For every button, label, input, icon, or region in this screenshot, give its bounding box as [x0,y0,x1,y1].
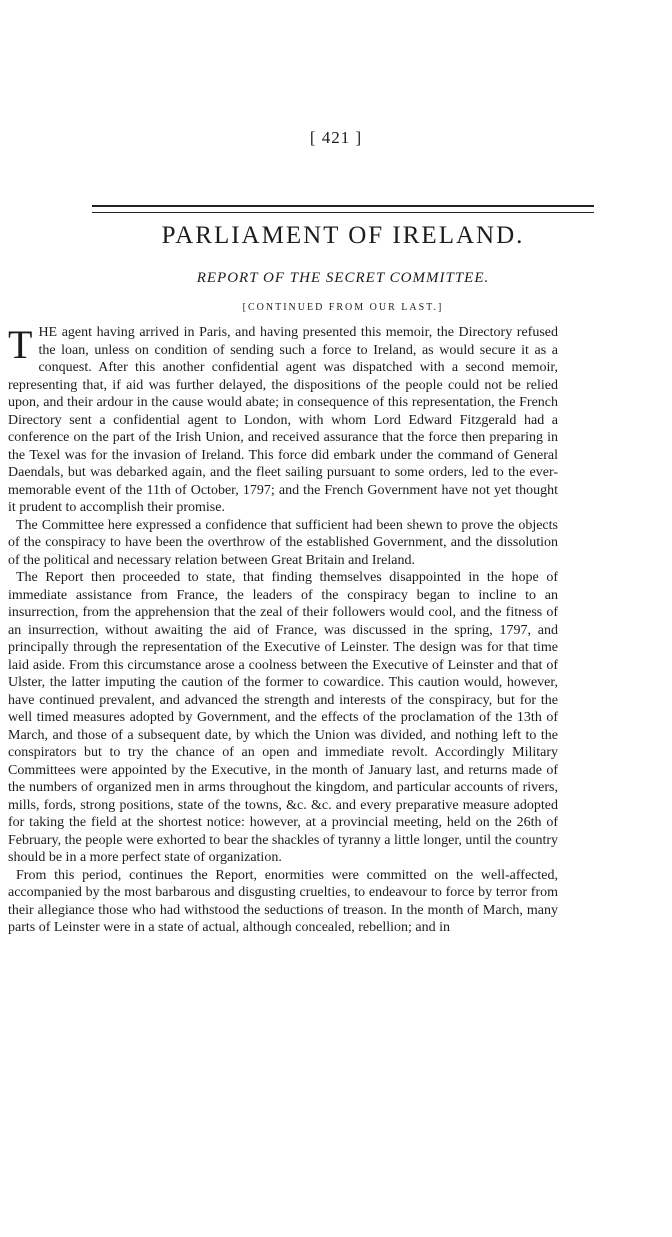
paragraph: The Report then proceeded to state, that finding themselves disappointed in the hope of immediate assistance from France, the leaders of the conspiracy began to incline to an insurrection, from the apprehension that the zeal of their followers would cool, and the fitness of an insurrection, without awaiting the aid of France, was discussed in the spring, 1797, and principally through the representation of the Executive of Leinster. The design was for that time laid aside. From this circumstance arose a coolness between the Executive of Leinster and that of Ulster, the latter imputing the caution of the former to cowardice. This caution would, however, have continued prevalent, and advanced the strength and interests of the conspiracy, but for the well timed measures adopted by Government, and the effects of the proclamation of the 13th of March, and those of a subsequent date, by which the Union was divided, and nothing left to the conspirators but to try the chance of an open and immediate revolt. Accordingly Military Committees were appointed by the Executive, in the month of January last, and returns made of the numbers of organized men in arms throughout the kingdom, and particular accounts of rivers, mills, fords, strong positions, state of the towns, &c. &c. and every preparative measure adopted for taking the field at the shortest notice: however, at a provincial meeting, held on the 26th of February, the people were exhorted to bear the shackles of tyranny a little longer, until the country should be in a more perfect state of organization. [8,570,558,865]
article-body [8,324,558,937]
continued-note: [CONTINUED FROM OUR LAST.] [242,302,444,313]
section-title: REPORT OF THE SECRET COMMITTEE. [196,270,490,286]
page-title: PARLIAMENT OF IRELAND. [161,222,525,249]
title-rule [92,205,594,213]
page-number: [ 421 ] [309,128,363,147]
drop-cap: T [8,322,33,367]
paragraph [8,324,558,517]
paragraph-text: HE agent having arrived in Paris, and having presented this memoir, the Directory refused the loan, unless on condition of sending such a force to Ireland, as would secure it as a conquest. After this another confidential agent was dispatched with a second memoir, representing that, if aid was further delayed, the dispositions of the people could not be relied upon, and their ardour in the cause would abate; in consequence of this representation, the French Directory sent a confidential agent to London, with whom Lord Edward Fitzgerald had a conference on the part of the Irish Union, and received assurance that the force then preparing in the Texel was for the invasion of Ireland. This force did embark under the command of General Daendals, but was debarked again, and the fleet sailing pursuant to some orders, led to the ever-memorable event of the 11th of October, 1797; and the French Government have not yet thought it prudent to accomplish their promise. [8,325,558,515]
paragraph: The Committee here expressed a confidence that sufficient had been shewn to prove the objects of the conspiracy to have been the overthrow of the established Government, and the dissolution of the political and necessary relation between Great Britain and Ireland. [8,517,558,568]
paragraph: From this period, continues the Report, enormities were committed on the well-affected, accompanied by the most barbarous and disgusting cruelties, to endeavour to force by terror from their allegiance those who had withstood the seductions of treason. In the month of March, many parts of Leinster were in a state of actual, although concealed, rebellion; and in [8,867,558,935]
